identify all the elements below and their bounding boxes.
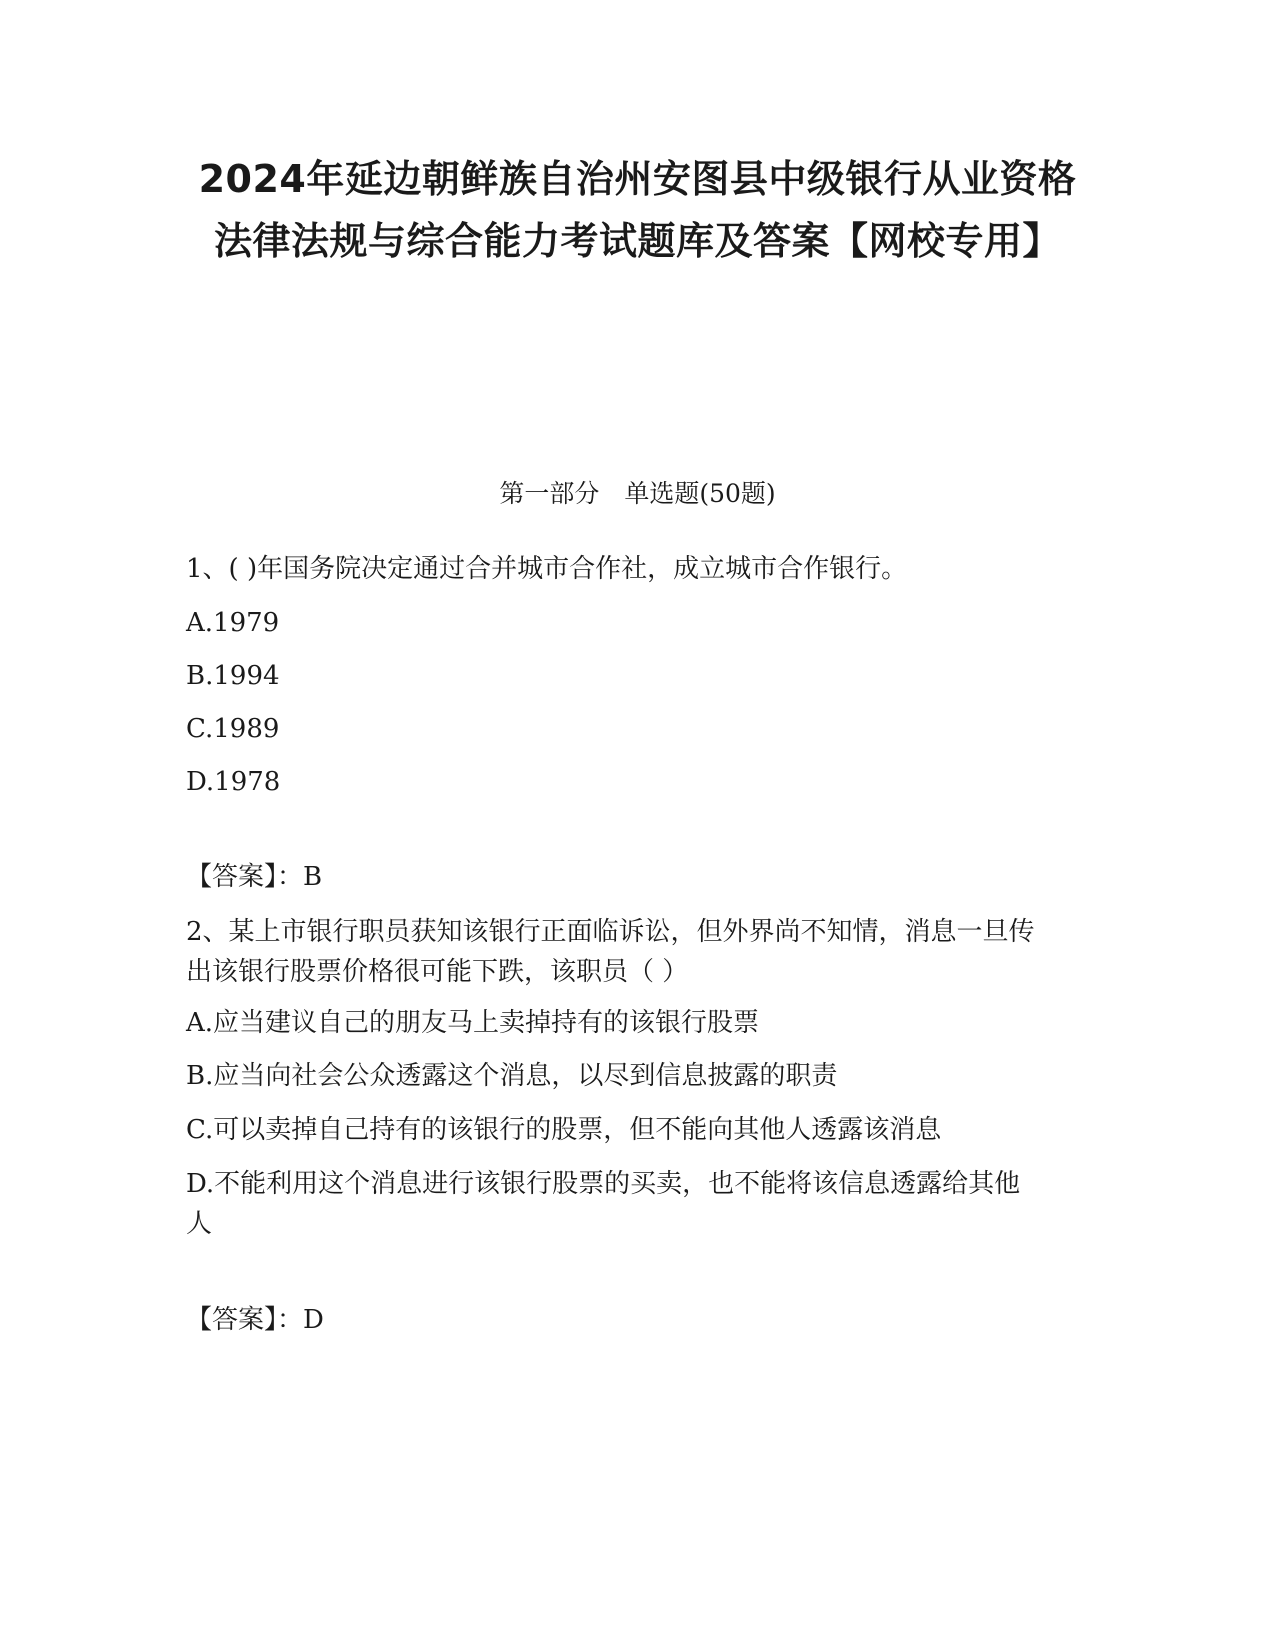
section-heading: 第一部分 单选题(50题) (499, 479, 776, 508)
question-2-option-c: C.可以卖掉自己持有的该银行的股票，但不能向其他人透露该消息 (186, 1115, 942, 1145)
question-1-option-b: B.1994 (186, 661, 280, 691)
question-2-answer: 【答案】：D (186, 1305, 324, 1335)
question-1-option-a: A.1979 (186, 608, 280, 638)
question-1-stem: 1、( )年国务院决定通过合并城市合作社，成立城市合作银行。 (186, 554, 908, 584)
question-1-answer: 【答案】：B (186, 862, 323, 892)
question-1-option-d: D.1978 (186, 767, 281, 797)
question-2-option-b: B.应当向社会公众透露这个消息，以尽到信息披露的职责 (186, 1061, 838, 1091)
document-title: 2024年延边朝鲜族自治州安图县中级银行从业资格法律法规与综合能力考试题库及答案【网校专用】 (198, 157, 1077, 263)
question-2-stem: 2、某上市银行职员获知该银行正面临诉讼，但外界尚不知情，消息一旦传出该银行股票价格很可能下跌，该职员（ ） (186, 917, 1035, 987)
question-2-option-a: A.应当建议自己的朋友马上卖掉持有的该银行股票 (186, 1008, 760, 1038)
question-2-option-d: D.不能利用这个消息进行该银行股票的买卖，也不能将该信息透露给其他人 (186, 1169, 1021, 1239)
question-1-option-c: C.1989 (186, 714, 280, 744)
